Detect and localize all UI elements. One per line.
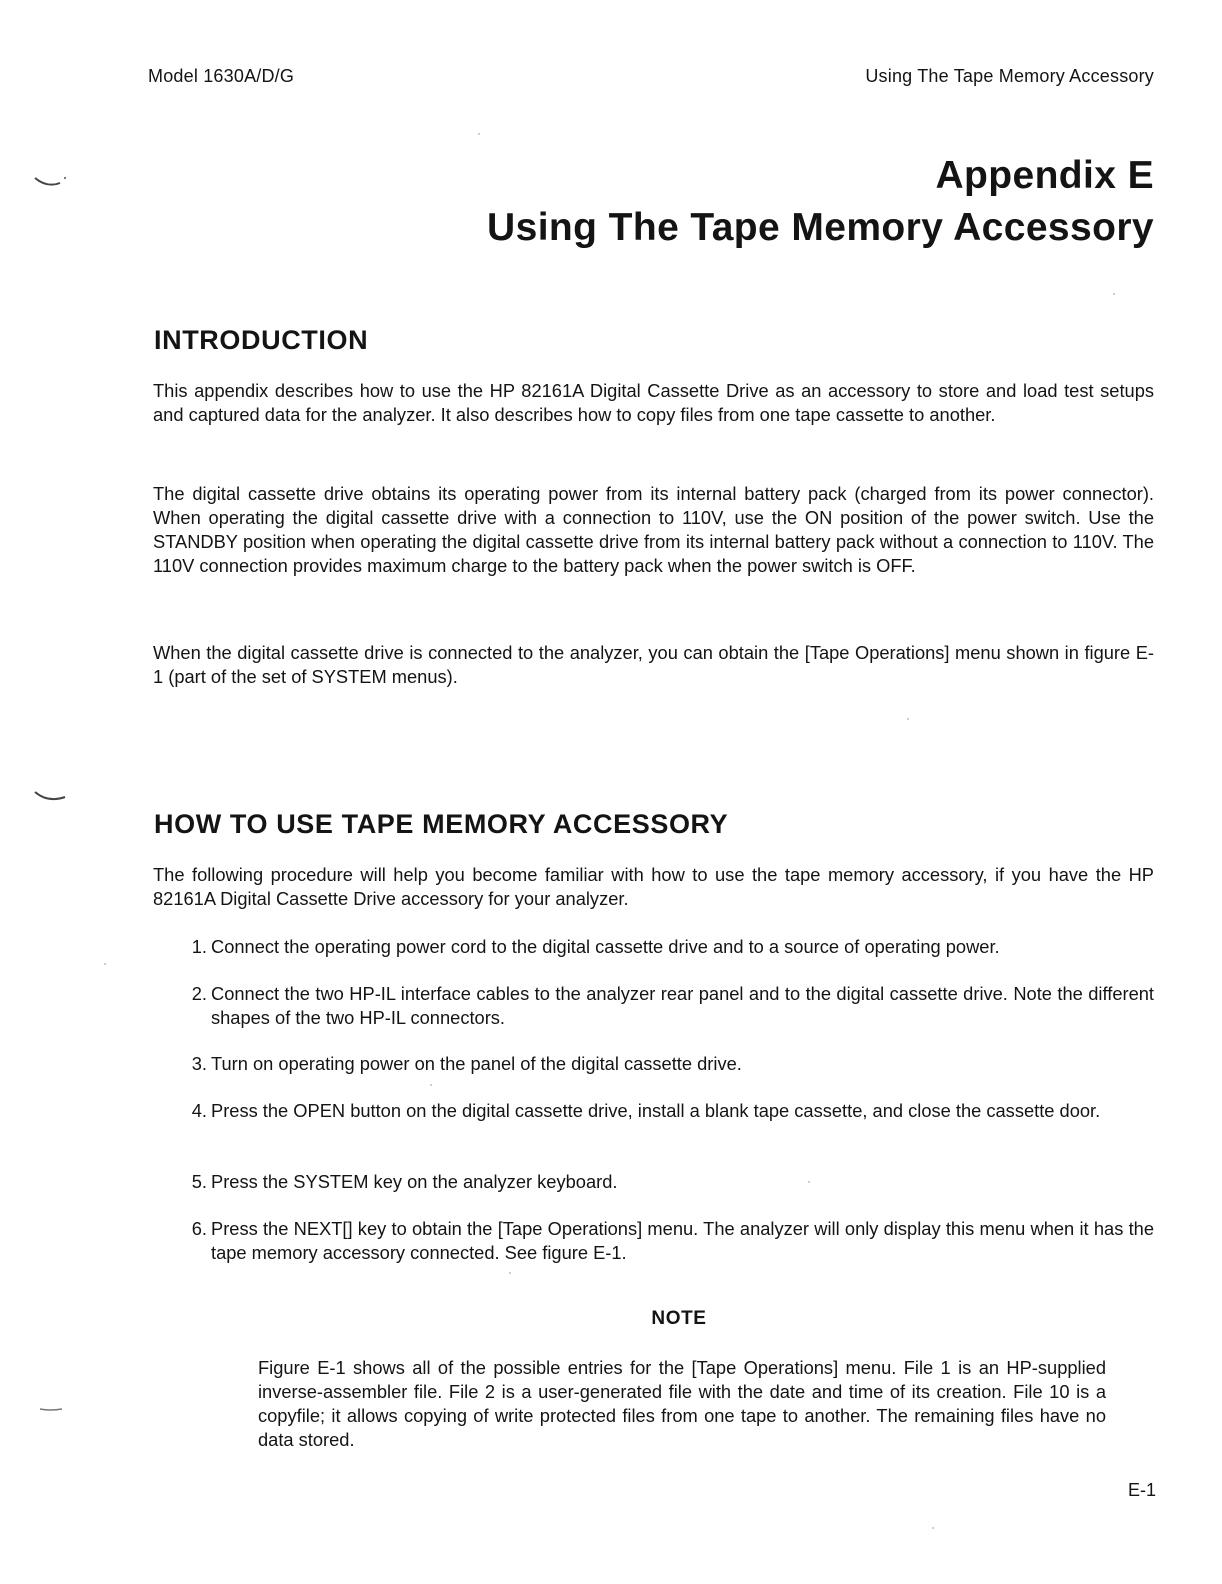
header-model: Model 1630A/D/G	[148, 66, 295, 86]
binding-hole-mark	[34, 1405, 68, 1413]
scan-speck	[478, 133, 480, 135]
scan-speck	[430, 1084, 432, 1086]
scan-speck	[907, 718, 909, 720]
step-number: 4.	[191, 1100, 207, 1121]
step-text: Turn on operating power on the panel of the digital cassette drive.	[211, 1053, 742, 1074]
step-number: 5.	[191, 1171, 207, 1192]
appendix-subtitle: Using The Tape Memory Accessory	[487, 206, 1154, 249]
appendix-title	[487, 150, 1154, 254]
step-text: Press the NEXT[] key to obtain the [Tape Operations] menu. The analyzer will only display this menu when it has the tape memory accessory connected. See figure E-1.	[211, 1218, 1154, 1263]
scan-speck	[1113, 293, 1115, 295]
step-number: 3.	[191, 1053, 207, 1074]
note-heading: NOTE	[651, 1308, 707, 1329]
intro-paragraph-1: This appendix describes how to use the HP 82161A Digital Cassette Drive as an accessory to store and load test setups and captured data for the analyzer. It also describes how to copy files from one tape cassette to another.	[153, 380, 1154, 425]
how-to-intro: The following procedure will help you become familiar with how to use the tape memory accessory, if you have the HP 82161A Digital Cassette Drive accessory for your analyzer.	[153, 864, 1154, 909]
scan-speck	[932, 1527, 934, 1529]
scan-speck	[104, 963, 106, 965]
how-to-heading: HOW TO USE TAPE MEMORY ACCESSORY	[154, 809, 729, 839]
page-number: E-1	[1127, 1480, 1156, 1500]
appendix-label: Appendix E	[935, 154, 1154, 197]
binding-hole-mark	[34, 790, 68, 804]
scan-speck	[808, 1181, 810, 1183]
step-text: Connect the operating power cord to the digital cassette drive and to a source of operating power.	[211, 936, 1000, 957]
step-text: Press the SYSTEM key on the analyzer keyboard.	[211, 1171, 618, 1192]
step-number: 6.	[191, 1218, 207, 1239]
note-text: Figure E-1 shows all of the possible entries for the [Tape Operations] menu. File 1 is an HP-supplied inverse-assembler file. File 2 is a user-generated file with the date and time of its creation. File 10 is a copyfile; it allows copying of write protected files from one tape to another. The remaining files have no data stored.	[258, 1357, 1106, 1450]
step-text: Press the OPEN button on the digital cassette drive, install a blank tape cassette, and close the cassette door.	[211, 1100, 1101, 1121]
introduction-heading: INTRODUCTION	[154, 325, 369, 355]
scan-speck	[509, 1272, 511, 1274]
intro-paragraph-2: The digital cassette drive obtains its operating power from its internal battery pack (charged from its power connector). When operating the digital cassette drive with a connection to 110V, use the ON position of the power switch. Use the STANDBY position when operating the digital cassette drive from its internal battery pack without a connection to 110V. The 110V connection provides maximum charge to the battery pack when the power switch is OFF.	[153, 483, 1154, 576]
intro-paragraph-3: When the digital cassette drive is connected to the analyzer, you can obtain the [Tape Operations] menu shown in figure E-1 (part of the set of SYSTEM menus).	[153, 642, 1154, 687]
binding-hole-mark	[34, 176, 68, 190]
header-section-title: Using The Tape Memory Accessory	[865, 66, 1154, 86]
step-text: Connect the two HP-IL interface cables to the analyzer rear panel and to the digital cassette drive. Note the different shapes of the two HP-IL connectors.	[211, 983, 1154, 1028]
step-number: 1.	[191, 936, 207, 957]
step-number: 2.	[191, 983, 207, 1004]
